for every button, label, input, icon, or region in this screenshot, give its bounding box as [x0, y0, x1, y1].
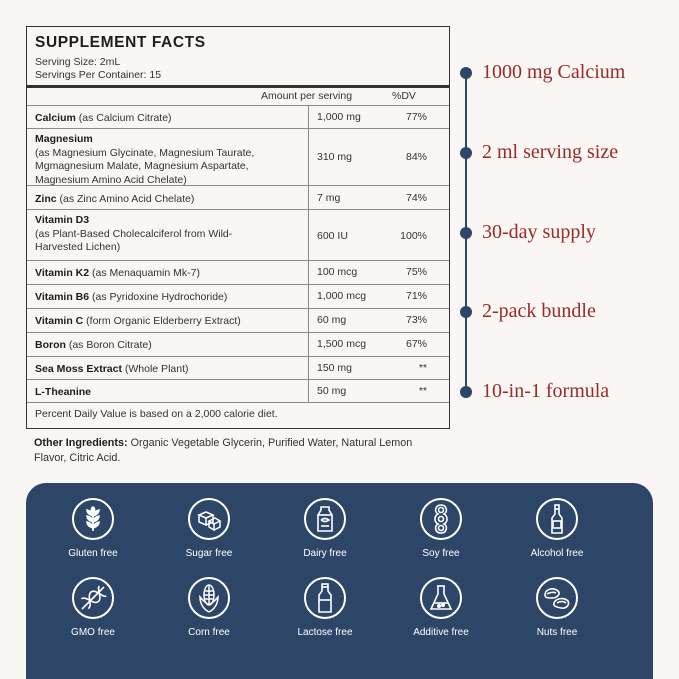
other-ingredients: [34, 436, 434, 466]
soybean-icon: [420, 498, 462, 540]
row-column-divider: [308, 261, 309, 284]
nutrient-amount: 50 mg: [317, 385, 347, 397]
dna-icon: [72, 577, 114, 619]
free-from-item: [43, 577, 143, 638]
facts-row: [27, 210, 449, 261]
timeline-dot: [460, 147, 472, 159]
row-column-divider: [308, 210, 309, 260]
nutrient-name: [35, 363, 295, 377]
facts-row: [27, 106, 449, 129]
timeline-label: 2-pack bundle: [482, 300, 596, 322]
nutrient-name: [35, 267, 295, 281]
timeline-dot: [460, 227, 472, 239]
nutrient-amount: 310 mg: [317, 151, 353, 163]
free-from-item: [159, 577, 259, 638]
facts-row: [27, 285, 449, 309]
nuts-icon: [536, 577, 578, 619]
nutrient-dv: 71%: [405, 290, 427, 302]
nutrient-amount: 1,000 mg: [317, 111, 361, 123]
nutrient-source: (as Calcium Citrate): [75, 112, 172, 124]
nutrient-source: (as Plant-Based Cholecalciferol from Wild-Harvested Lichen): [35, 227, 233, 253]
nutrient-name: [35, 133, 303, 187]
free-from-label: Soy free: [422, 548, 460, 559]
timeline-label: 30-day supply: [482, 221, 596, 243]
nutrient-amount: 1,500 mcg: [317, 338, 367, 350]
nutrient-source: (as Boron Citrate): [65, 339, 152, 351]
free-from-label: Nuts free: [536, 627, 578, 638]
nutrient-name-bold: Sea Moss Extract: [35, 363, 122, 375]
nutrient-name-bold: Vitamin C: [35, 315, 84, 327]
nutrient-dv: **: [418, 362, 427, 374]
nutrient-name-bold: Vitamin K2: [35, 267, 90, 279]
facts-row: [27, 261, 449, 285]
nutrient-name-bold: Vitamin D3: [35, 214, 90, 226]
other-ingredients-text: Organic Vegetable Glycerin, Purified Water, Natural Lemon Flavor, Citric Acid.: [34, 437, 413, 464]
free-from-item: [507, 498, 607, 559]
free-from-label: Sugar free: [185, 548, 233, 559]
row-column-divider: [308, 380, 309, 402]
nutrient-source: (as Zinc Amino Acid Chelate): [56, 193, 195, 205]
nutrient-name-bold: Calcium: [35, 112, 76, 124]
free-from-item: [275, 577, 375, 638]
row-column-divider: [308, 333, 309, 356]
nutrient-name-bold: Magnesium: [35, 133, 93, 145]
row-column-divider: [308, 129, 309, 185]
nutrient-name-bold: L-Theanine: [35, 386, 92, 398]
sugar-cubes-icon: [188, 498, 230, 540]
facts-row: [27, 186, 449, 210]
timeline-label: 2 ml serving size: [482, 141, 619, 163]
nutrient-amount: 1,000 mcg: [317, 290, 367, 302]
amount-header: Amount per serving: [261, 90, 353, 102]
timeline-dot: [460, 386, 472, 398]
nutrient-dv: 77%: [405, 111, 427, 123]
row-column-divider: [308, 357, 309, 379]
supplement-facts-panel: [26, 26, 450, 429]
nutrient-amount: 600 IU: [317, 230, 348, 242]
facts-row: [27, 357, 449, 380]
nutrient-name: [35, 112, 295, 126]
row-column-divider: [308, 285, 309, 308]
nutrient-name-bold: Zinc: [35, 193, 57, 205]
nutrient-name-bold: Vitamin B6: [35, 291, 90, 303]
free-from-item: [391, 577, 491, 638]
facts-title: SUPPLEMENT FACTS: [35, 34, 206, 51]
milk-carton-icon: [304, 498, 346, 540]
nutrient-name: [35, 315, 295, 329]
nutrient-dv: **: [418, 385, 427, 397]
free-from-label: Additive free: [413, 627, 469, 638]
flask-icon: [420, 577, 462, 619]
row-column-divider: [308, 106, 309, 128]
free-from-item: [507, 577, 607, 638]
bottle-icon: [536, 498, 578, 540]
nutrient-amount: 60 mg: [317, 314, 347, 326]
nutrient-dv: 74%: [405, 192, 427, 204]
corn-icon: [188, 577, 230, 619]
free-from-panel: [26, 483, 653, 679]
row-column-divider: [308, 309, 309, 332]
nutrient-amount: 150 mg: [317, 362, 353, 374]
free-from-item: [159, 498, 259, 559]
nutrient-dv: 75%: [405, 266, 427, 278]
free-from-label: Corn free: [188, 627, 230, 638]
daily-value-footnote: Percent Daily Value is based on a 2,000 calorie diet.: [35, 408, 278, 420]
free-from-item: [43, 498, 143, 559]
facts-row: [27, 309, 449, 333]
dv-header: %DV: [392, 90, 416, 102]
nutrient-amount: 7 mg: [317, 192, 341, 204]
nutrient-source: (as Menaquamin Mk-7): [89, 267, 200, 279]
nutrient-amount: 100 mcg: [317, 266, 358, 278]
free-from-item: [391, 498, 491, 559]
row-column-divider: [308, 186, 309, 209]
nutrient-name: [35, 214, 275, 255]
servings-per-container: Servings Per Container: 15: [35, 69, 162, 81]
nutrient-name: [35, 339, 295, 353]
nutrient-dv: 67%: [405, 338, 427, 350]
free-from-label: Dairy free: [303, 548, 347, 559]
free-from-label: GMO free: [71, 627, 115, 638]
nutrient-name: [35, 291, 295, 305]
nutrient-dv: 73%: [405, 314, 427, 326]
nutrient-dv: 100%: [400, 230, 427, 242]
nutrient-source: (as Pyridoxine Hydrochoride): [89, 291, 228, 303]
other-ingredients-label: Other Ingredients:: [34, 437, 128, 449]
nutrient-source: (form Organic Elderberry Extract): [83, 315, 241, 327]
free-from-item: [275, 498, 375, 559]
nutrient-name-bold: Boron: [35, 339, 66, 351]
facts-row: [27, 380, 449, 403]
facts-row: [27, 129, 449, 186]
timeline-label: 1000 mg Calcium: [482, 61, 626, 83]
nutrient-dv: 84%: [405, 151, 427, 163]
milk-bottle-icon: [304, 577, 346, 619]
timeline-dot: [460, 306, 472, 318]
serving-size: Serving Size: 2mL: [35, 56, 121, 68]
nutrient-source: (Whole Plant): [121, 363, 189, 375]
facts-row: [27, 333, 449, 357]
free-from-label: Lactose free: [297, 627, 353, 638]
nutrient-name: [35, 386, 295, 400]
facts-thick-rule: [27, 85, 449, 88]
nutrient-name: [35, 193, 295, 207]
nutrient-source: (as Magnesium Glycinate, Magnesium Taurate, Mgmagnesium Malate, Magnesium Aspartate, Magnesium Amino Acid Chelate): [35, 146, 255, 186]
timeline-label: 10-in-1 formula: [482, 380, 610, 402]
timeline-dot: [460, 67, 472, 79]
wheat-icon: [72, 498, 114, 540]
free-from-label: Gluten free: [68, 548, 118, 559]
free-from-label: Alcohol free: [530, 548, 584, 559]
